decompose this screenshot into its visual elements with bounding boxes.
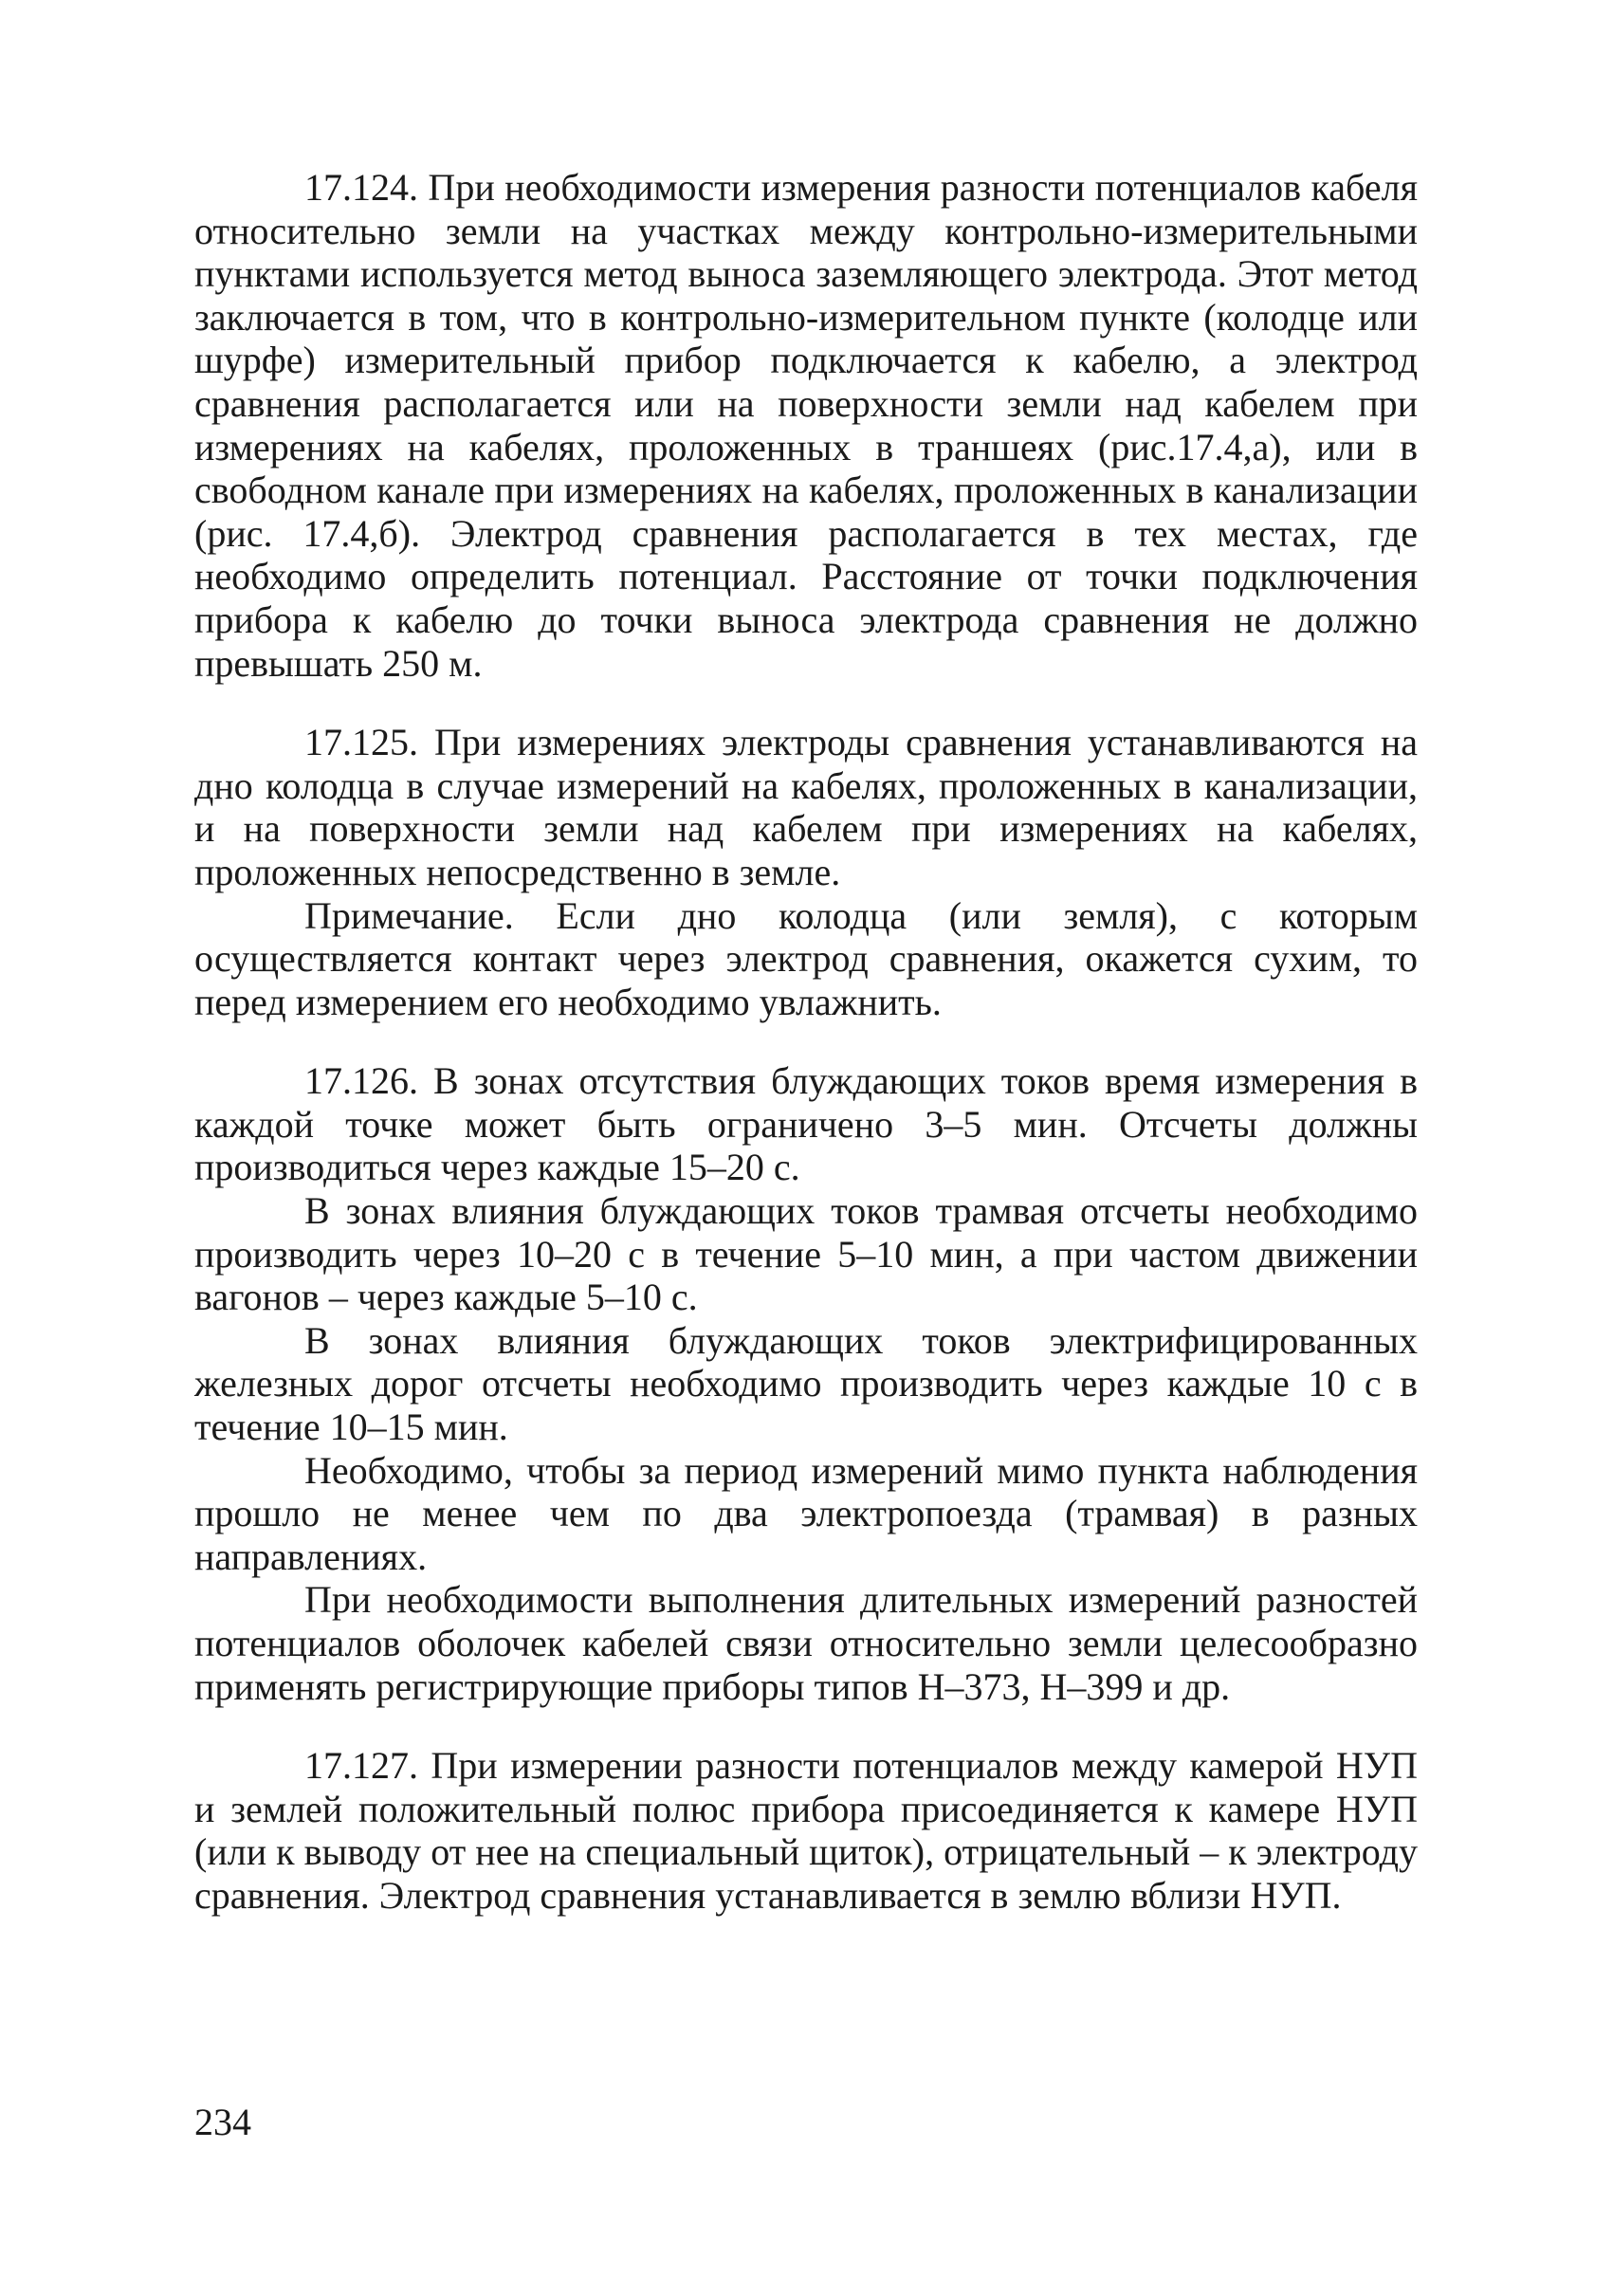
paragraph-train-passes: Необходимо, чтобы за период измерений мимо пункта наблюдения прошло не менее чем по два электропоезда (трамвая) в разных направлениях.: [194, 1448, 1418, 1578]
paragraph-17-126: 17.126. В зонах отсутствия блуждающих токов время измерения в каждой точке может быть ограничено 3–5 мин. Отсчеты должны производиться через каждые 15–20 с.: [194, 1059, 1418, 1189]
paragraph-note: Примечание. Если дно колодца (или земля), с которым осуществляется контакт через электрод сравнения, окажется сухим, то перед измерением его необходимо увлажнить.: [194, 893, 1418, 1023]
paragraph-17-124: 17.124. При необходимости измерения разности потенциалов кабеля относительно земли на участках между контрольно-измерительными пунктами используется метод выноса заземляющего электрода. Этот метод заключается в том, что в контрольно-измерительном пункте (колодце или шурфе) измерительный прибор подключается к кабелю, а электрод сравнения располагается или на поверхности земли над кабелем при измерениях на кабелях, проложенных в траншеях (рис.17.4,а), или в свободном канале при измерениях на кабелях, проложенных в канализации (рис. 17.4,б). Электрод сравнения располагается в тех местах, где необходимо определить потенциал. Расстояние от точки подключения прибора к кабелю до точки выноса электрода сравнения не должно превышать 250 м.: [194, 166, 1418, 685]
paragraph-17-127: 17.127. При измерении разности потенциалов между камерой НУП и землей положительный полюс прибора присоединяется к камере НУП (или к выводу от нее на специальный щиток), отрицательный – к электроду сравнения. Электрод сравнения устанавливается в землю вблизи НУП.: [194, 1744, 1418, 1917]
paragraph-17-125: 17.125. При измерениях электроды сравнения устанавливаются на дно колодца в случае измерений на кабелях, проложенных в канализации, и на поверхности земли над кабелем при измерениях на кабелях, проложенных непосредственно в земле.: [194, 721, 1418, 893]
paragraph-long-measurements: При необходимости выполнения длительных измерений разностей потенциалов оболочек кабелей связи относительно земли целесообразно применять регистрирующие приборы типов Н–373, Н–399 и др.: [194, 1578, 1418, 1708]
paragraph-railway-zones: В зонах влияния блуждающих токов электрифицированных железных дорог отсчеты необходимо производить через каждые 10 с в течение 10–15 мин.: [194, 1318, 1418, 1449]
paragraph-tram-zones: В зонах влияния блуждающих токов трамвая отсчеты необходимо производить через 10–20 с в течение 5–10 мин, а при частом движении вагонов – через каждые 5–10 с.: [194, 1189, 1418, 1319]
body-text: [194, 166, 1418, 1918]
page-number: 234: [194, 2101, 251, 2143]
